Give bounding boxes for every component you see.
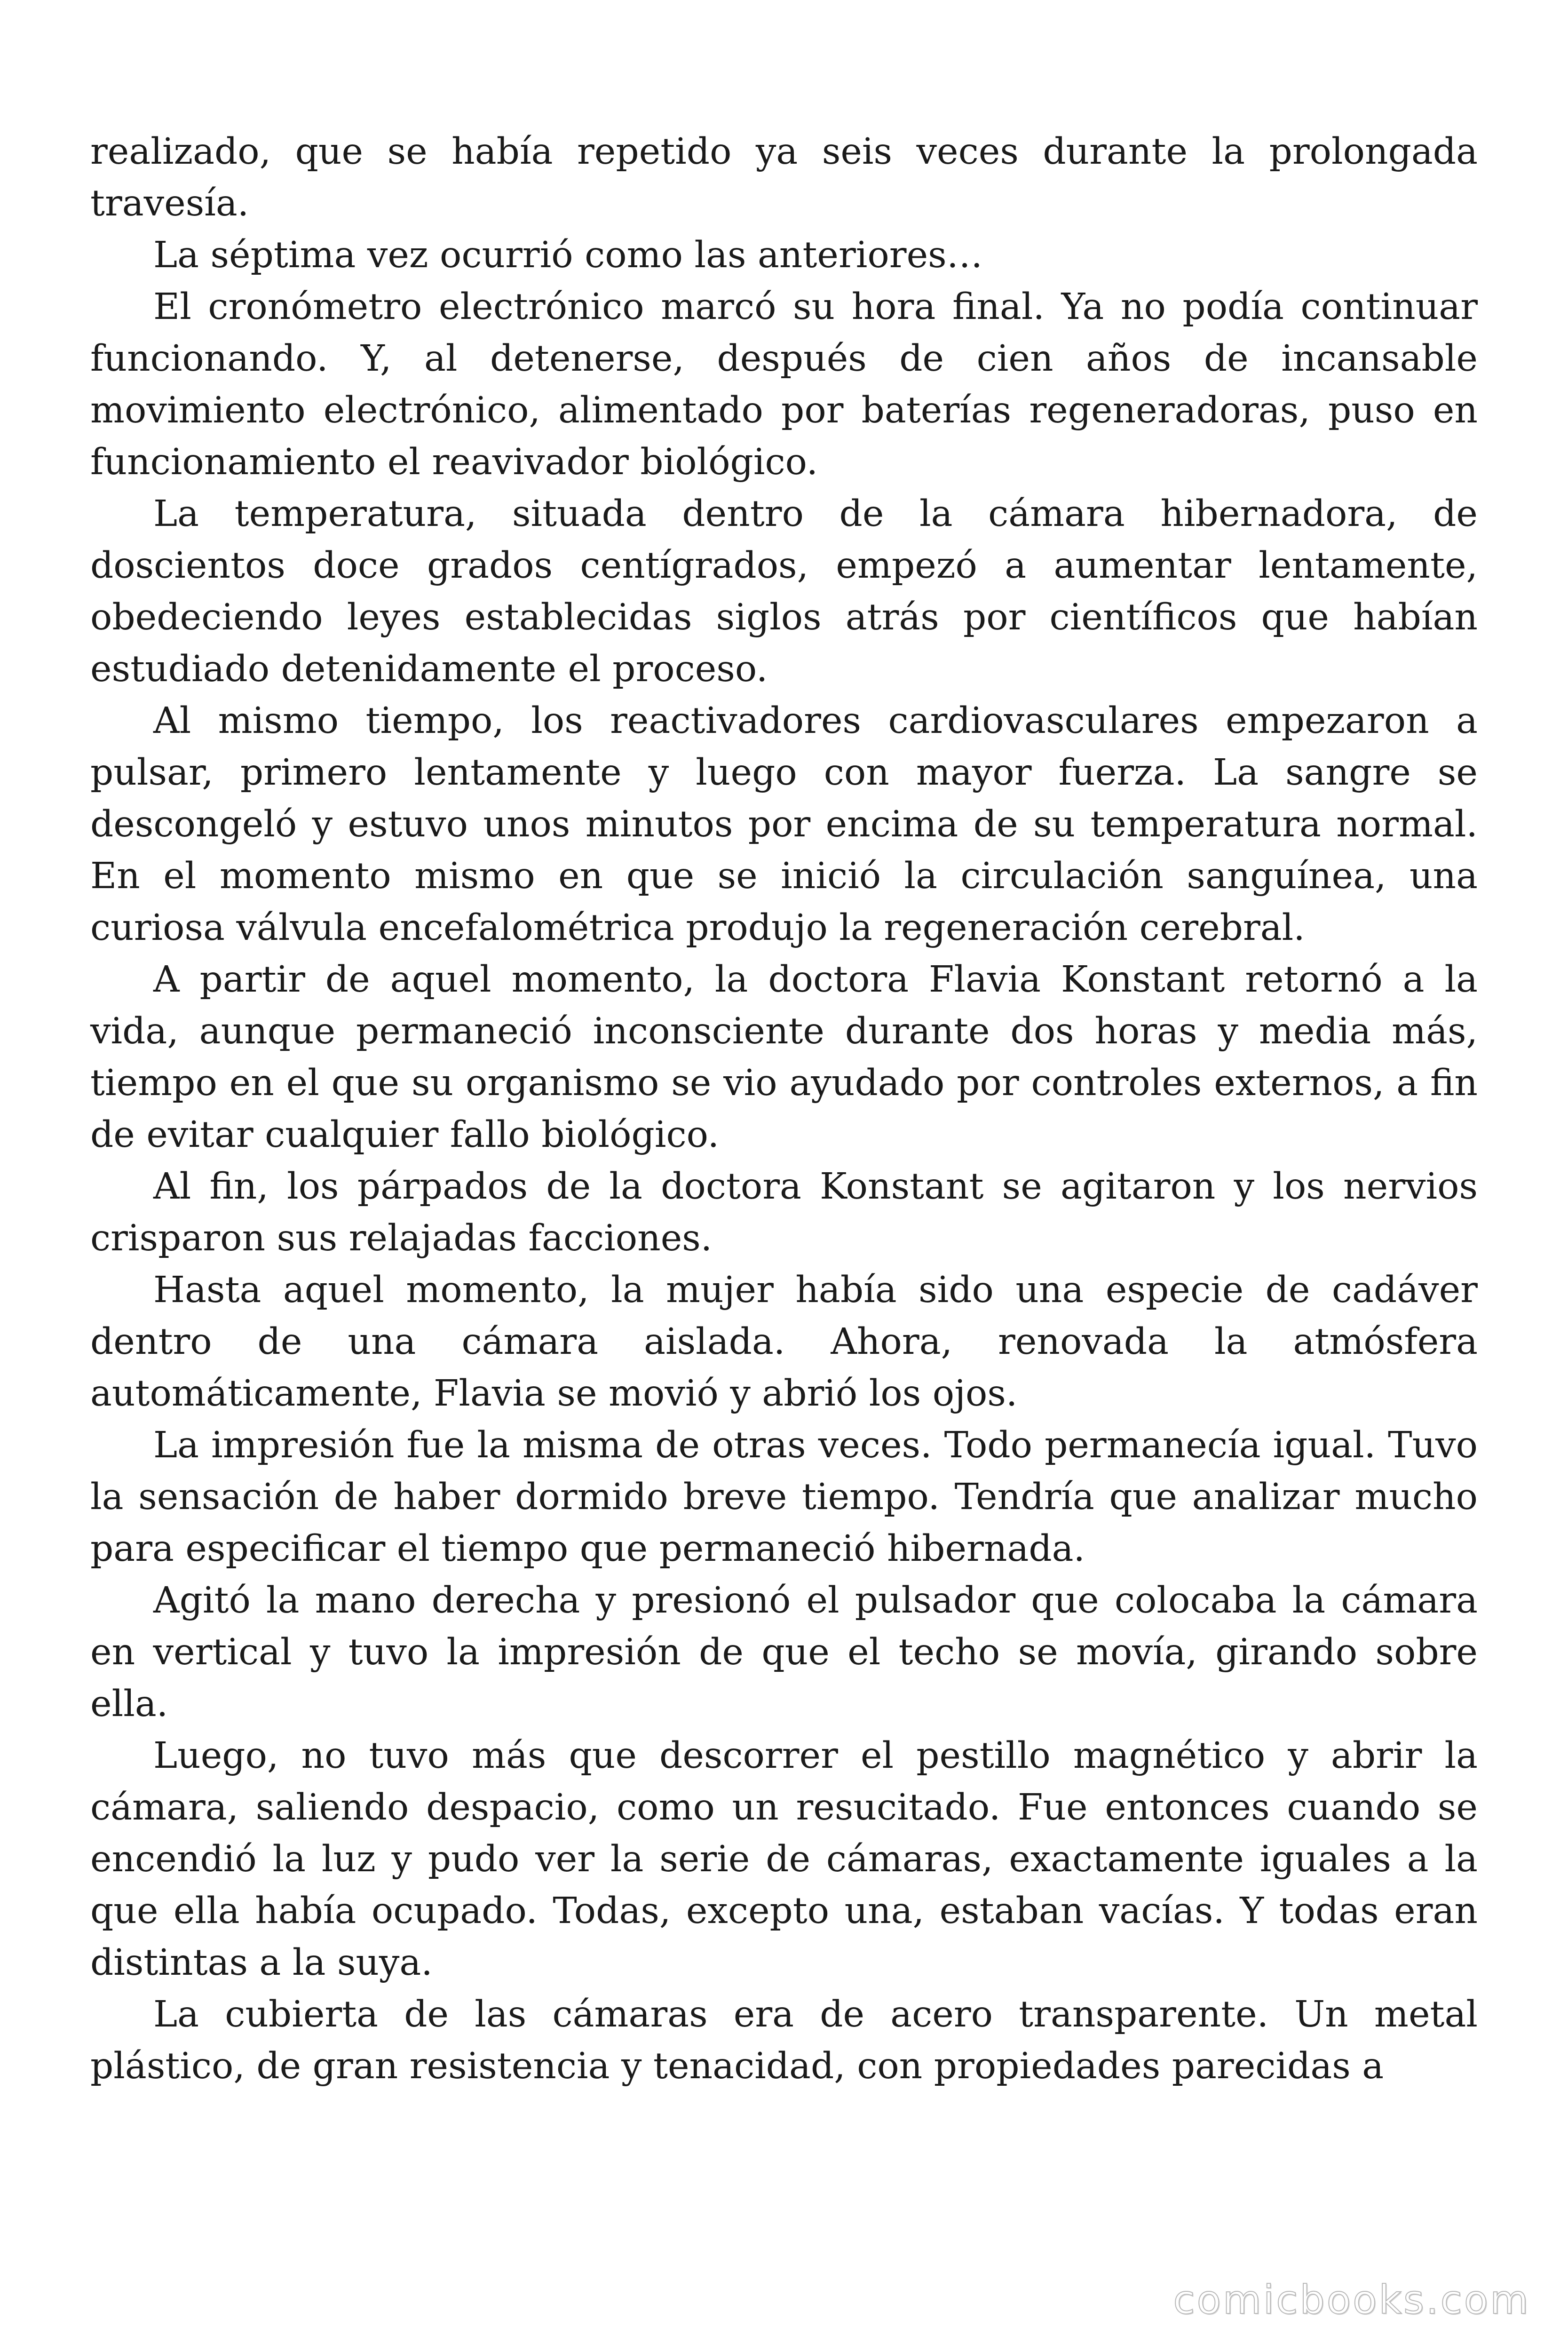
paragraph-12: La cubierta de las cámaras era de acero transparente. Un metal plástico, de gran resistencia y tenacidad, con propiedades parecidas a (90, 1994, 1478, 2087)
paragraph-11: Luego, no tuvo más que descorrer el pestillo magnético y abrir la cámara, saliendo despacio, como un resucitado. Fue entonces cuando se encendió la luz y pudo ver la serie de cámaras, exactamente iguales a la que ella había ocupado. Todas, excepto una, estaban vacías. Y todas eran distintas a la suya. (90, 1735, 1478, 1984)
paragraph-2: La séptima vez ocurrió como las anteriores… (153, 234, 983, 276)
paragraph-9: La impresión fue la misma de otras veces. Todo permanecía igual. Tuvo la sensación de haber dormido breve tiempo. Tendría que analizar mucho para especificar el tiempo que permaneció hibernada. (90, 1424, 1478, 1570)
paragraph-4: La temperatura, situada dentro de la cámara hibernadora, de doscientos doce grados centígrados, empezó a aumentar lentamente, obedeciendo leyes establecidas siglos atrás por científicos que habían estudiado detenidamente el proceso. (90, 493, 1478, 690)
page-text (90, 126, 1478, 2092)
paragraph-5: Al mismo tiempo, los reactivadores cardiovasculares empezaron a pulsar, primero lentamente y luego con mayor fuerza. La sangre se descongeló y estuvo unos minutos por encima de su temperatura normal. En el momento mismo en que se inició la circulación sanguínea, una curiosa válvula encefalométrica produjo la regeneración cerebral. (90, 700, 1478, 949)
watermark-logo: comicbooks.com (1173, 2277, 1530, 2323)
paragraph-3: El cronómetro electrónico marcó su hora final. Ya no podía continuar funcionando. Y, al detenerse, después de cien años de incansable movimiento electrónico, alimentado por baterías regeneradoras, puso en funcionamiento el reavivador biológico. (90, 286, 1478, 483)
paragraph-1: realizado, que se había repetido ya seis veces durante la prolongada travesía. (90, 131, 1478, 224)
paragraph-8: Hasta aquel momento, la mujer había sido una especie de cadáver dentro de una cámara aislada. Ahora, renovada la atmósfera automáticamente, Flavia se movió y abrió los ojos. (90, 1269, 1478, 1414)
paragraph-10: Agitó la mano derecha y presionó el pulsador que colocaba la cámara en vertical y tuvo la impresión de que el techo se movía, girando sobre ella. (90, 1580, 1478, 1725)
paragraph-6: A partir de aquel momento, la doctora Flavia Konstant retornó a la vida, aunque permaneció inconsciente durante dos horas y media más, tiempo en el que su organismo se vio ayudado por controles externos, a fin de evitar cualquier fallo biológico. (90, 959, 1478, 1156)
paragraph-7: Al fin, los párpados de la doctora Konstant se agitaron y los nervios crisparon sus relajadas facciones. (90, 1166, 1478, 1259)
